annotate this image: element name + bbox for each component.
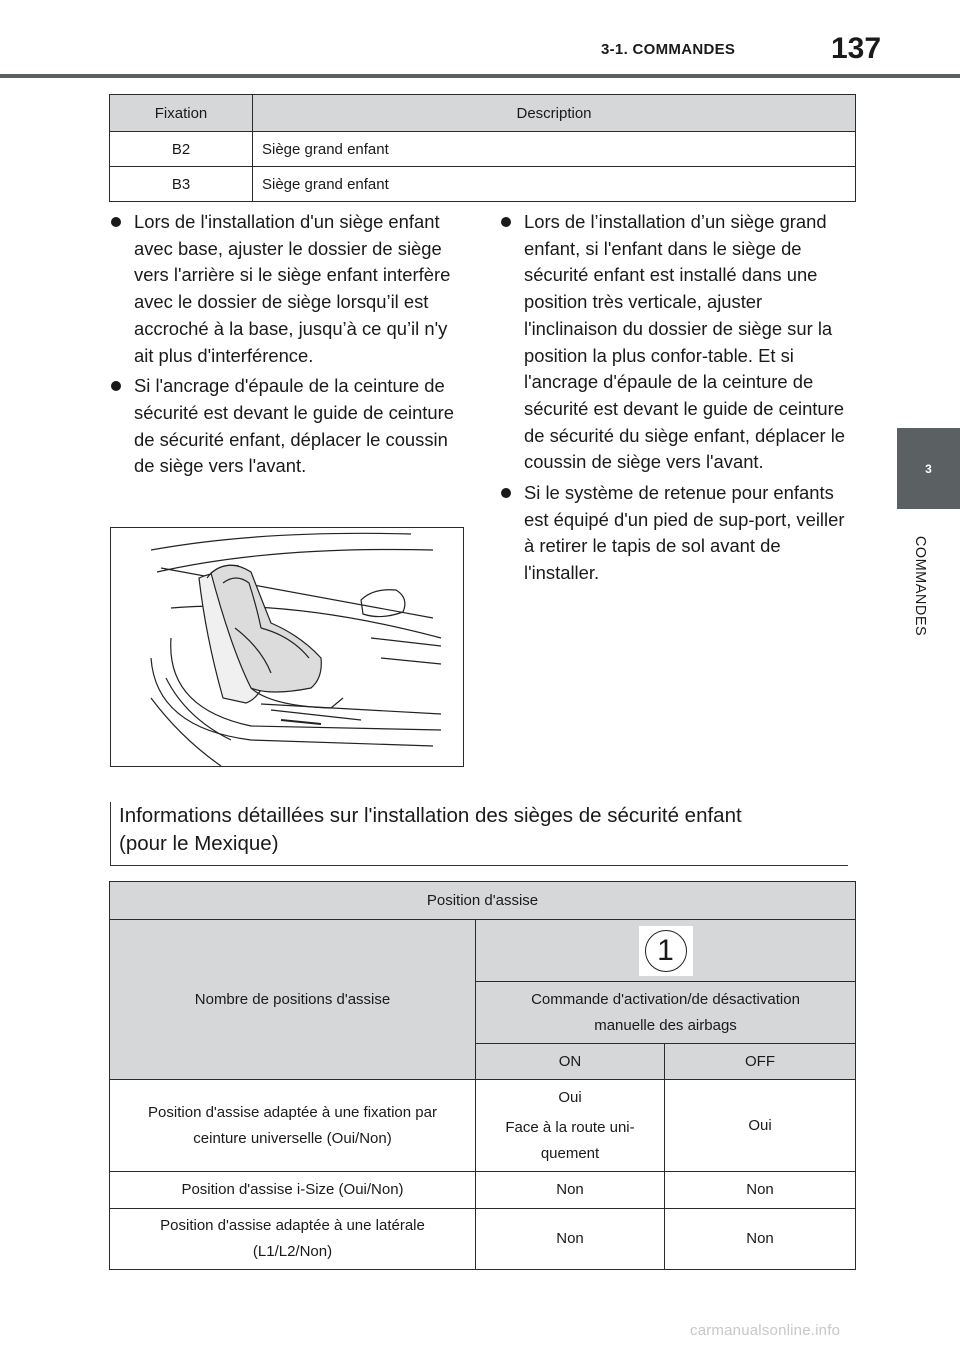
cell-off: Non — [665, 1172, 856, 1209]
chapter-number: 3 — [925, 461, 932, 476]
bullet-icon — [111, 217, 121, 227]
fixation-description: Siège grand enfant — [253, 167, 856, 202]
fixation-code: B3 — [110, 167, 253, 202]
fixation-code: B2 — [110, 132, 253, 167]
bullet-list-right — [500, 209, 848, 591]
seat-number-cell — [476, 920, 856, 982]
seating-position-table — [109, 881, 856, 1270]
row-label-seating-count: Nombre de positions d'assise — [110, 920, 476, 1080]
watermark: carmanualsonline.info — [690, 1322, 841, 1339]
bullet-list-left — [110, 209, 470, 484]
chapter-tab[interactable] — [897, 428, 960, 509]
column-header-off: OFF — [665, 1044, 856, 1080]
bullet-icon — [501, 488, 511, 498]
table-row — [110, 167, 856, 202]
seat-number-icon: 1 — [645, 930, 687, 972]
airbag-switch-header: Commande d'activation/de désactivation manuelle des airbags — [476, 982, 856, 1044]
header-rule — [0, 74, 960, 78]
cell-on: Oui Face à la route uni- quement — [476, 1080, 665, 1172]
list-item: Lors de l'installation d'un siège enfant avec base, ajuster le dossier de siège vers l'arrière si le siège enfant interfère avec le dossier de siège lorsqu’il est accroché à la base, jusqu’à ce qu’il n'y ait plus d'interférence. — [110, 209, 470, 369]
row-label: Position d'assise adaptée à une fixation par ceinture universelle (Oui/Non) — [110, 1080, 476, 1172]
cell-on: Non — [476, 1209, 665, 1270]
list-item: Lors de l’installation d’un siège grand enfant, si l'enfant dans le siège de sécurité enfant est installé dans une position très verticale, ajuster l'inclinaison du dossier de siège sur la position la plus confor-table. Et si l'ancrage d'épaule de la ceinture de sécurité est devant le guide de ceinture de sécurité du siège enfant, déplacer le coussin de siège vers l'avant. — [500, 209, 848, 476]
bullet-icon — [501, 217, 511, 227]
fixation-description: Siège grand enfant — [253, 132, 856, 167]
column-header-description: Description — [253, 95, 856, 132]
table-row — [110, 1172, 856, 1209]
section-heading: Informations détaillées sur l'installation des sièges de sécurité enfant (pour le Mexique) — [110, 802, 848, 866]
table-row — [110, 1080, 856, 1172]
page-number: 137 — [831, 32, 882, 65]
car-seat-drawing — [111, 528, 463, 766]
column-header-fixation: Fixation — [110, 95, 253, 132]
list-item: Si l'ancrage d'épaule de la ceinture de sécurité est devant le guide de ceinture de sécurité enfant, déplacer le coussin de siège vers l'avant. — [110, 373, 470, 480]
cell-on: Non — [476, 1172, 665, 1209]
list-item: Si le système de retenue pour enfants est équipé d'un pied de sup-port, veiller à retirer le tapis de sol avant de l'installer. — [500, 480, 848, 587]
fixation-table — [109, 94, 856, 202]
table-row — [110, 132, 856, 167]
row-label: Position d'assise i-Size (Oui/Non) — [110, 1172, 476, 1209]
section-title: 3-1. COMMANDES — [601, 41, 736, 58]
table-title: Position d'assise — [110, 882, 856, 920]
column-header-on: ON — [476, 1044, 665, 1080]
child-seat-illustration — [110, 527, 464, 767]
chapter-label: COMMANDES — [912, 535, 928, 637]
row-label: Position d'assise adaptée à une latérale (L1/L2/Non) — [110, 1209, 476, 1270]
cell-off: Non — [665, 1209, 856, 1270]
table-row — [110, 1209, 856, 1270]
cell-off: Oui — [665, 1080, 856, 1172]
bullet-icon — [111, 381, 121, 391]
